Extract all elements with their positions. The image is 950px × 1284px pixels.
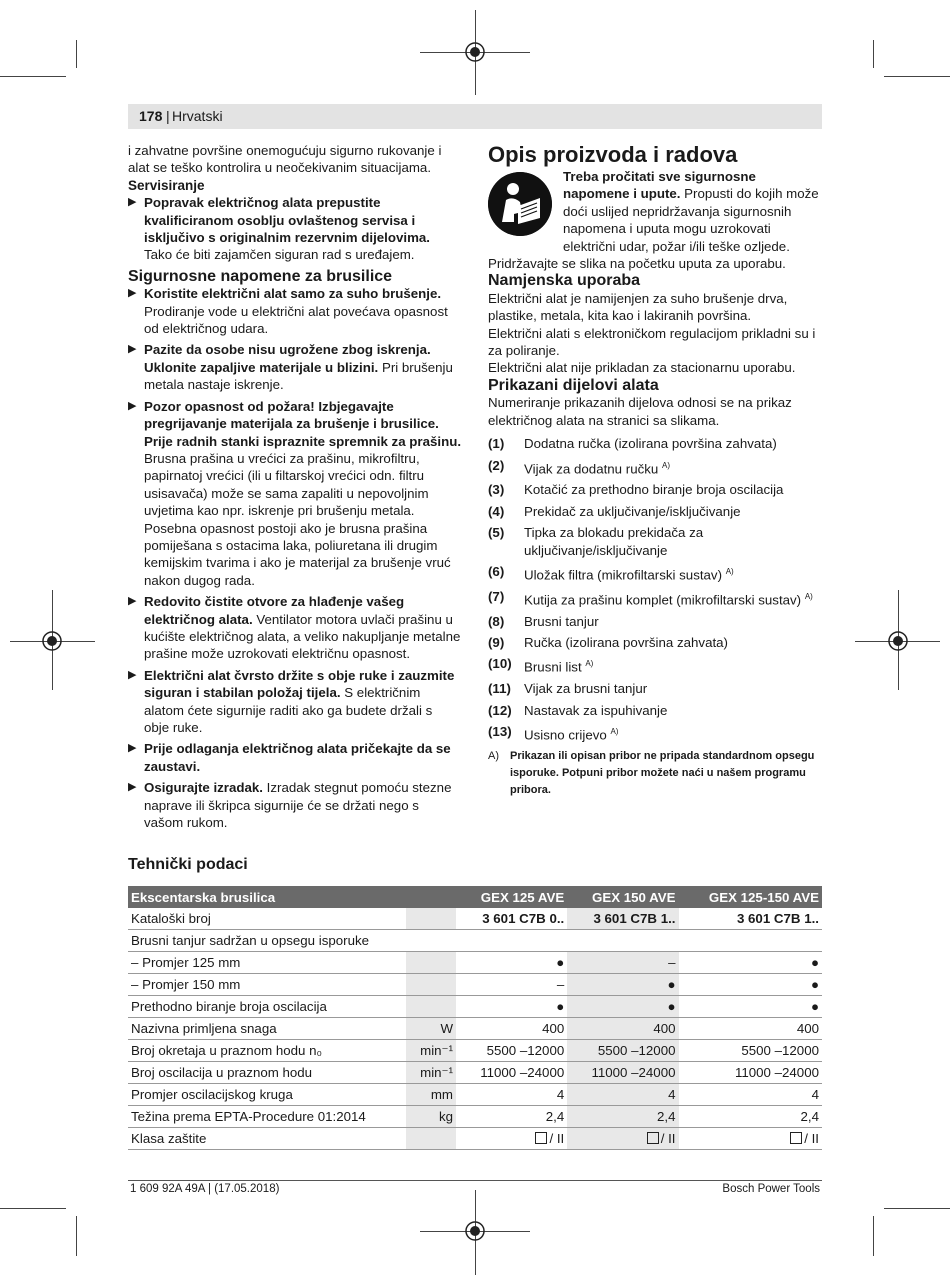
safety-bullet bbox=[128, 341, 461, 393]
crop-mark bbox=[884, 76, 950, 77]
service-heading: Servisiranje bbox=[128, 177, 205, 193]
table-cell: kg bbox=[406, 1106, 456, 1128]
service-bullet bbox=[128, 194, 461, 264]
protection-class-icon bbox=[535, 1132, 547, 1144]
warning-block bbox=[488, 168, 822, 255]
list-item bbox=[488, 655, 822, 676]
table-header-row bbox=[128, 886, 822, 908]
table-cell: min⁻¹ bbox=[406, 1062, 456, 1084]
section-title: Opis proizvoda i radova bbox=[488, 142, 738, 167]
part-number: (1) bbox=[488, 436, 505, 452]
list-item bbox=[488, 723, 822, 744]
part-number: (8) bbox=[488, 613, 505, 629]
table-row bbox=[128, 930, 822, 952]
list-item bbox=[488, 481, 822, 498]
part-label: Uložak filtra (mikrofiltarski sustav) bbox=[524, 567, 723, 583]
footnote-label: A) bbox=[488, 749, 499, 762]
footer-divider bbox=[128, 1180, 822, 1181]
bullet-text: Tako će biti zajamčen siguran rad s uređajem. bbox=[144, 247, 415, 263]
list-item bbox=[488, 613, 822, 630]
table-cell: 4 bbox=[679, 1084, 823, 1106]
table-row bbox=[128, 1062, 822, 1084]
table-cell: 400 bbox=[679, 1018, 823, 1040]
table-cell: Broj okretaja u praznom hodu n₀ bbox=[128, 1040, 406, 1062]
table-header-cell: GEX 150 AVE bbox=[567, 886, 678, 908]
bullet-text: Pri brušenju metala nastaje iskrenje. bbox=[144, 359, 453, 393]
table-cell: 4 bbox=[567, 1084, 678, 1106]
table-cell: 4 bbox=[456, 1084, 567, 1106]
bullet-bold: Prije odlaganja električnog alata pričekajte da se zaustavi. bbox=[144, 741, 451, 774]
table-cell: 3 601 C7B 0.. bbox=[456, 908, 567, 930]
header-separator: | bbox=[166, 108, 170, 124]
table-header-cell: GEX 125-150 AVE bbox=[679, 886, 823, 908]
table-cell: 3 601 C7B 1.. bbox=[567, 908, 678, 930]
list-item bbox=[488, 457, 822, 478]
safety-bullet bbox=[128, 740, 461, 775]
part-number: (12) bbox=[488, 702, 512, 718]
parts-intro: Numeriranje prikazanih dijelova odnosi se na prikaz električnog alata na stranici sa slikama. bbox=[488, 395, 792, 428]
crop-mark bbox=[873, 40, 874, 68]
table-row bbox=[128, 996, 822, 1018]
table-cell: – Promjer 150 mm bbox=[128, 974, 406, 996]
left-column bbox=[128, 142, 461, 835]
table-cell bbox=[406, 908, 456, 930]
part-label: Vijak za brusni tanjur bbox=[524, 681, 648, 697]
table-row bbox=[128, 974, 822, 996]
part-number: (13) bbox=[488, 724, 512, 740]
part-number: (2) bbox=[488, 457, 505, 473]
footnote-text: Prikazan ili opisan pribor ne pripada standardnom opsegu isporuke. Potpuni pribor možete naći u našem programu pribora. bbox=[510, 749, 815, 796]
crop-mark bbox=[76, 1216, 77, 1256]
bullet-bold: Pazite da osobe nisu ugrožene zbog iskrenja. Uklonite zapaljive materijale u blizini. bbox=[144, 342, 431, 375]
bullet-triangle-icon: ▶ bbox=[128, 399, 137, 412]
bullet-triangle-icon: ▶ bbox=[128, 781, 137, 794]
part-label: Nastavak za ispuhivanje bbox=[524, 702, 668, 718]
part-number: (6) bbox=[488, 563, 505, 579]
part-number: (7) bbox=[488, 588, 505, 604]
table-cell: Klasa zaštite bbox=[128, 1128, 406, 1150]
table-cell: 3 601 C7B 1.. bbox=[679, 908, 823, 930]
header-language: Hrvatski bbox=[172, 108, 223, 124]
list-item bbox=[488, 702, 822, 719]
bullet-triangle-icon: ▶ bbox=[128, 196, 137, 209]
part-label: Kotačić za prethodno biranje broja oscilacija bbox=[524, 482, 784, 498]
footer-brand: Bosch Power Tools bbox=[722, 1183, 820, 1195]
crop-mark bbox=[0, 1208, 66, 1209]
table-row bbox=[128, 1106, 822, 1128]
table-cell: 400 bbox=[456, 1018, 567, 1040]
page-number: 178 bbox=[139, 108, 163, 124]
crop-mark bbox=[0, 76, 66, 77]
table-cell: 11000 –24000 bbox=[679, 1062, 823, 1084]
table-cell: – bbox=[456, 974, 567, 996]
tech-data-table bbox=[128, 886, 822, 1150]
list-item bbox=[488, 680, 822, 697]
part-label: Vijak za dodatnu ručku bbox=[524, 460, 659, 476]
table-row bbox=[128, 1128, 822, 1150]
table-cell: 5500 –12000 bbox=[567, 1040, 678, 1062]
table-cell: 5500 –12000 bbox=[456, 1040, 567, 1062]
registration-mark-icon bbox=[464, 41, 486, 63]
table-cell: 2,4 bbox=[456, 1106, 567, 1128]
registration-mark-icon bbox=[464, 1220, 486, 1242]
table-header-cell: Ekscentarska brusilica bbox=[128, 886, 406, 908]
bullet-bold: Električni alat čvrsto držite s obje ruke i zauzmite siguran i stabilan položaj tijela. bbox=[144, 667, 455, 701]
parts-heading: Prikazani dijelovi alata bbox=[488, 376, 659, 394]
parts-list bbox=[488, 435, 822, 744]
table-cell: 5500 –12000 bbox=[679, 1040, 823, 1062]
footnote-marker: A) bbox=[662, 460, 670, 470]
warning-bold: Treba pročitati sve sigurnosne napomene i upute. bbox=[563, 169, 756, 202]
bullet-text: S električnim alatom ćete sigurnije raditi ako ga budete držali s obje ruke. bbox=[144, 685, 433, 735]
part-label: Prekidač za uključivanje/isključivanje bbox=[524, 503, 741, 519]
table-cell: ● bbox=[679, 974, 823, 996]
read-manual-icon bbox=[488, 172, 552, 236]
bullet-text: Brusna prašina u vrećici za prašinu, mikrofiltru, papirnatoj vrećici (ili u filtarskoj vrećici odn. filtru usisavača) može se sama zapaliti u nepovoljnim uvjetima kao npr. iskrenje pri brušenju metala. Posebna opasnost postoji ako je brusna prašina pomiješana s ostacima laka, poliuretana ili drugim kemijskim tvarima i ako je materijal za brušenje vruć nakon dugog rada. bbox=[144, 450, 451, 588]
warning-text: Propusti do kojih može doći uslijed nepridržavanja sigurnosnih napomena i uputa mogu uzrokovati električni udar, požar i/ili teške ozljede. bbox=[563, 186, 819, 254]
table-cell: W bbox=[406, 1018, 456, 1040]
right-column bbox=[488, 142, 822, 799]
part-label: Dodatna ručka (izolirana površina zahvata) bbox=[524, 436, 777, 452]
table-cell: ● bbox=[679, 952, 823, 974]
bullet-text: Ventilator motora uvlači prašinu u kućište električnog alata, a veliko nakupljanje metalne prašine može uzrokovati električnu opasnost. bbox=[144, 611, 461, 662]
table-cell bbox=[406, 996, 456, 1018]
list-item bbox=[488, 503, 822, 520]
tech-title: Tehnički podaci bbox=[128, 856, 248, 873]
bullet-triangle-icon: ▶ bbox=[128, 668, 137, 681]
intended-use-heading: Namjenska uporaba bbox=[488, 272, 641, 290]
footnote-marker: A) bbox=[585, 659, 594, 669]
table-cell: min⁻¹ bbox=[406, 1040, 456, 1062]
table-cell: mm bbox=[406, 1084, 456, 1106]
bullet-triangle-icon: ▶ bbox=[128, 343, 137, 356]
crop-mark bbox=[884, 1208, 950, 1209]
bullet-bold: Osigurajte izradak. bbox=[144, 780, 263, 796]
part-label: Tipka za blokadu prekidača za uključivanje/isključivanje bbox=[524, 525, 704, 558]
part-label: Ručka (izolirana površina zahvata) bbox=[524, 635, 728, 651]
intro-text: i zahvatne površine onemogućuju sigurno rukovanje i alat se teško kontrolira u neočekivanim situacijama. bbox=[128, 143, 442, 176]
registration-mark-icon bbox=[41, 630, 63, 652]
bullet-bold: Redovito čistite otvore za hlađenje vašeg električnog alata. bbox=[144, 594, 405, 627]
table-cell: ● bbox=[456, 952, 567, 974]
table-cell: Broj oscilacija u praznom hodu bbox=[128, 1062, 406, 1084]
part-number: (10) bbox=[488, 656, 512, 672]
table-cell: 11000 –24000 bbox=[456, 1062, 567, 1084]
table-cell: Promjer oscilacijskog kruga bbox=[128, 1084, 406, 1106]
protection-class-value: / II bbox=[549, 1131, 565, 1146]
table-cell: 400 bbox=[567, 1018, 678, 1040]
intended-use-text: Električni alati s elektroničkom regulacijom prikladni su i za poliranje. bbox=[488, 325, 816, 359]
protection-class-value: / II bbox=[804, 1131, 819, 1146]
table-cell: Kataloški broj bbox=[128, 908, 406, 930]
table-header-cell bbox=[406, 886, 456, 908]
table-row bbox=[128, 908, 822, 930]
table-cell: ● bbox=[567, 996, 678, 1018]
part-number: (5) bbox=[488, 525, 505, 541]
crop-mark bbox=[76, 40, 77, 68]
footnote-marker: A) bbox=[725, 566, 734, 576]
part-number: (11) bbox=[488, 681, 511, 697]
footnote-marker: A) bbox=[804, 591, 813, 601]
registration-mark-icon bbox=[887, 630, 909, 652]
list-item bbox=[488, 563, 822, 584]
table-cell: 2,4 bbox=[567, 1106, 678, 1128]
footnote-marker: A) bbox=[610, 727, 619, 737]
table-cell: ● bbox=[456, 996, 567, 1018]
part-number: (4) bbox=[488, 503, 505, 519]
bullet-text: Prodiranje vode u električni alat povećava opasnost od električnog udara. bbox=[144, 303, 448, 337]
protection-class-icon bbox=[790, 1132, 802, 1144]
table-cell: 11000 –24000 bbox=[567, 1062, 678, 1084]
table-header-cell: GEX 125 AVE bbox=[456, 886, 567, 908]
protection-class-value: / II bbox=[660, 1131, 676, 1146]
images-note: Pridržavajte se slika na početku uputa za uporabu. bbox=[488, 256, 786, 272]
part-label: Kutija za prašinu komplet (mikrofiltarski sustav) bbox=[524, 592, 802, 608]
table-row bbox=[128, 1040, 822, 1062]
intended-use-text: Električni alat je namijenjen za suho brušenje drva, plastike, metala, kita kao i lakiranih površina. bbox=[488, 290, 788, 324]
table-cell: Težina prema EPTA-Procedure 01:2014 bbox=[128, 1106, 406, 1128]
sanders-heading: Sigurnosne napomene za brusilice bbox=[128, 267, 393, 285]
document-number: 1 609 92A 49A | (17.05.2018) bbox=[130, 1183, 280, 1195]
table-cell: Brusni tanjur sadržan u opsegu isporuke bbox=[128, 930, 822, 952]
list-item bbox=[488, 524, 822, 559]
part-number: (3) bbox=[488, 482, 505, 498]
part-label: Brusni list bbox=[524, 659, 582, 675]
safety-bullet bbox=[128, 593, 461, 663]
table-cell: ● bbox=[567, 974, 678, 996]
footnote bbox=[488, 748, 822, 799]
bullet-bold: Pozor opasnost od požara! Izbjegavajte pregrijavanje materijala za brušenje i brusilice. Prije radnih stanki ispraznite spremnik za prašinu. bbox=[144, 398, 462, 449]
table-cell: Prethodno biranje broja oscilacija bbox=[128, 996, 406, 1018]
table-cell: – Promjer 125 mm bbox=[128, 952, 406, 974]
intended-use-text: Električni alat nije prikladan za stacionarnu uporabu. bbox=[488, 360, 796, 376]
table-cell bbox=[567, 1128, 678, 1150]
list-item bbox=[488, 435, 822, 452]
bullet-bold: Koristite električni alat samo za suho brušenje. bbox=[144, 286, 442, 302]
table-cell bbox=[406, 1128, 456, 1150]
bullet-bold: Popravak električnog alata prepustite kvalificiranom osoblju ovlaštenog servisa i isključivo s originalnim rezervnim dijelovima. bbox=[144, 195, 430, 246]
table-cell bbox=[679, 1128, 823, 1150]
table-cell bbox=[456, 1128, 567, 1150]
safety-bullet bbox=[128, 285, 461, 337]
safety-bullet bbox=[128, 667, 461, 737]
page-header-bar bbox=[128, 104, 822, 129]
table-row bbox=[128, 952, 822, 974]
bullet-text: Izradak stegnut pomoću stezne naprave ili škripca sigurnije će se držati nego s vašom rukom. bbox=[144, 780, 452, 831]
table-row bbox=[128, 1084, 822, 1106]
part-label: Usisno crijevo bbox=[524, 727, 607, 743]
list-item bbox=[488, 634, 822, 651]
table-cell bbox=[406, 952, 456, 974]
bullet-triangle-icon: ▶ bbox=[128, 287, 137, 300]
protection-class-icon bbox=[647, 1132, 659, 1144]
part-label: Brusni tanjur bbox=[524, 613, 599, 629]
table-cell: – bbox=[567, 952, 678, 974]
safety-bullet bbox=[128, 398, 461, 589]
table-cell: 2,4 bbox=[679, 1106, 823, 1128]
bullet-triangle-icon: ▶ bbox=[128, 742, 137, 755]
table-row bbox=[128, 1018, 822, 1040]
list-item bbox=[488, 588, 822, 609]
bullet-triangle-icon: ▶ bbox=[128, 595, 137, 608]
part-number: (9) bbox=[488, 635, 505, 651]
crop-mark bbox=[873, 1216, 874, 1256]
table-cell: Nazivna primljena snaga bbox=[128, 1018, 406, 1040]
table-cell bbox=[406, 974, 456, 996]
safety-bullet bbox=[128, 779, 461, 831]
table-cell: ● bbox=[679, 996, 823, 1018]
